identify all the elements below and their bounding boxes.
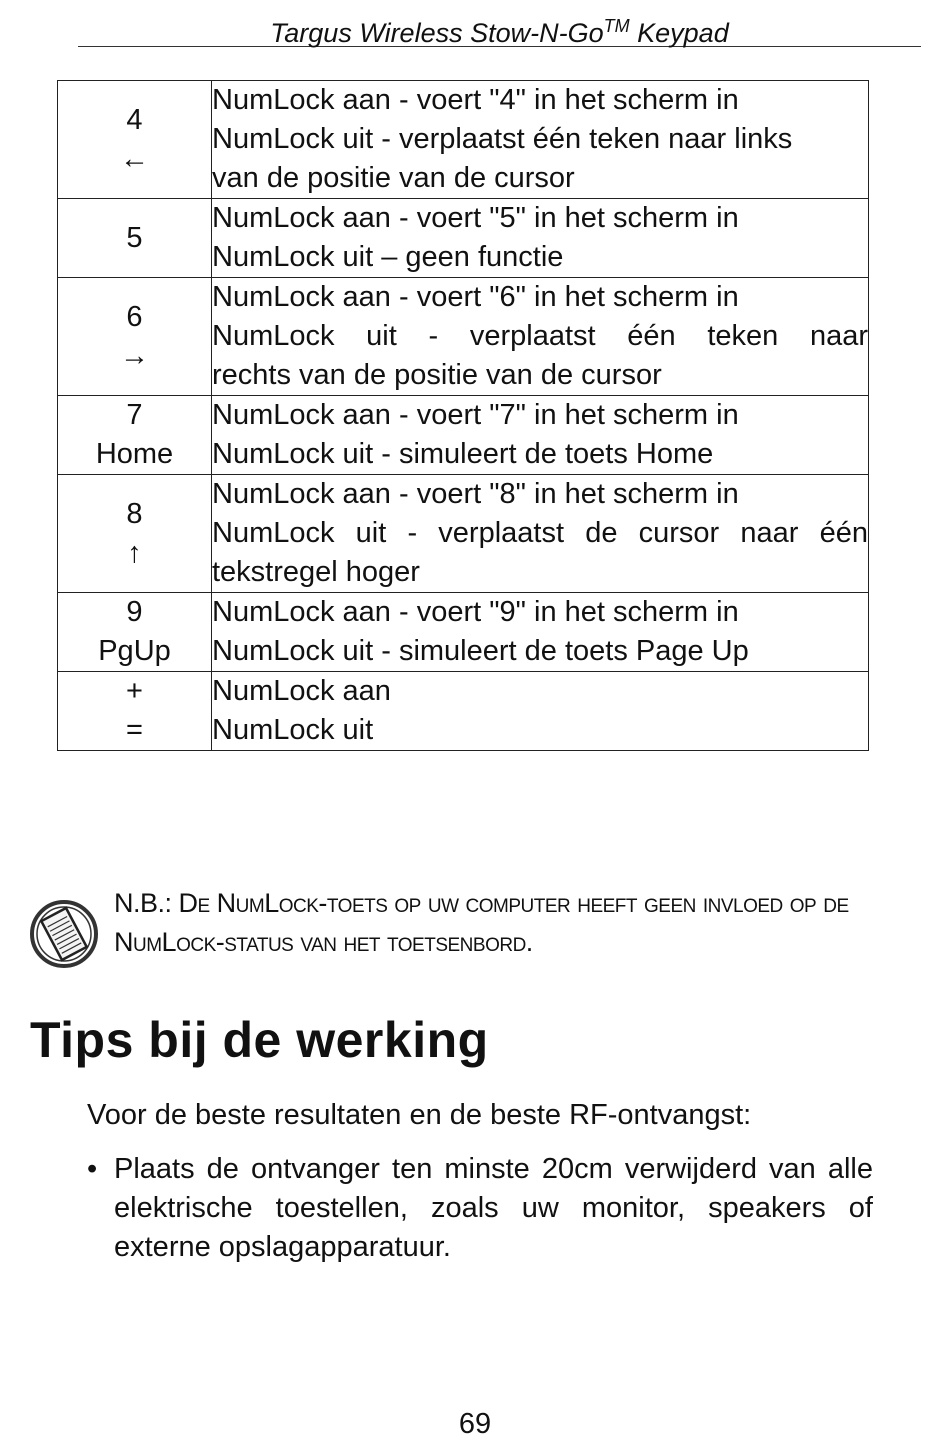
table-row [58,81,869,199]
key-label: ↑ [127,536,142,569]
description-line: NumLock aan - voert "5" in het scherm in [212,202,739,234]
description-cell [212,199,869,278]
key-cell [58,278,212,396]
description-cell [212,475,869,593]
table-row [58,199,869,278]
description-cell [212,396,869,475]
description-line: van de positie van de cursor [212,162,575,194]
table-row [58,396,869,475]
key-label: Home [95,438,174,470]
key-label: PgUp [98,635,171,667]
key-label: → [120,339,149,372]
header-trademark: TM [603,16,630,36]
description-line: NumLock aan - voert "9" in het scherm in [212,596,739,628]
key-label: + [126,675,143,707]
description-line: NumLock uit - simuleert de toets Home [212,438,714,470]
description-line: NumLock aan - voert "7" in het scherm in [212,399,739,431]
description-line: NumLock uit – geen functie [212,241,564,273]
description-line: tekstregel hoger [212,556,420,588]
key-cell [58,672,212,751]
note-pad-icon [28,898,100,970]
key-label: 4 [126,103,143,136]
table-row [58,278,869,396]
section-title: Tips bij de werking [30,1012,489,1068]
note-line-1: N.B.: De NumLock-toets op uw computer heeft geen invloed op de [114,888,849,918]
key-label: 7 [126,399,143,431]
bullet-icon: • [87,1153,98,1185]
page-number: 69 [458,1408,492,1440]
key-cell [58,199,212,278]
page-header [78,6,921,47]
table-row [58,475,869,593]
section-intro: Voor de beste resultaten en de beste RF-ontvangst: [87,1099,752,1131]
description-cell [212,672,869,751]
description-line: NumLock aan - voert "4" in het scherm in [212,84,739,116]
description-cell [212,81,869,199]
key-label: ← [120,142,149,175]
description-line: NumLock aan - voert "6" in het scherm in [212,281,739,313]
description-cell [212,278,869,396]
key-cell [58,475,212,593]
key-label: 6 [126,300,143,333]
description-line: rechts van de positie van de cursor [212,359,662,391]
tips-list [87,1150,873,1267]
key-cell [58,396,212,475]
key-label: 9 [126,596,143,628]
description-line: NumLock aan - voert "8" in het scherm in [212,478,739,510]
note-line-2: NumLock-status van het toetsenbord. [114,927,533,957]
description-line: NumLock uit - verplaatst de cursor naar één [212,517,868,549]
description-line: NumLock aan [212,675,391,707]
key-label: 8 [126,497,143,530]
key-label: = [126,714,143,746]
note-text [114,884,849,962]
key-cell [58,593,212,672]
table-row [58,672,869,751]
header-title: Targus Wireless Stow-N-Go [270,18,604,48]
description-line: NumLock uit - simuleert de toets Page Up [212,635,749,667]
description-line: NumLock uit - verplaatst één teken naar [212,320,868,352]
key-label: 5 [126,221,143,254]
description-cell [212,593,869,672]
table-row [58,593,869,672]
note-box [28,884,928,974]
description-line: NumLock uit [212,714,374,746]
header-suffix: Keypad [637,18,729,48]
description-line: NumLock uit - verplaatst één teken naar links [212,123,793,155]
key-cell [58,81,212,199]
list-item [87,1150,873,1267]
numlock-key-table [57,80,869,751]
list-item-text: Plaats de ontvanger ten minste 20cm verwijderd van alle elektrische toestellen, zoals uw monitor, speakers of externe opslagapparatuur. [114,1153,873,1263]
